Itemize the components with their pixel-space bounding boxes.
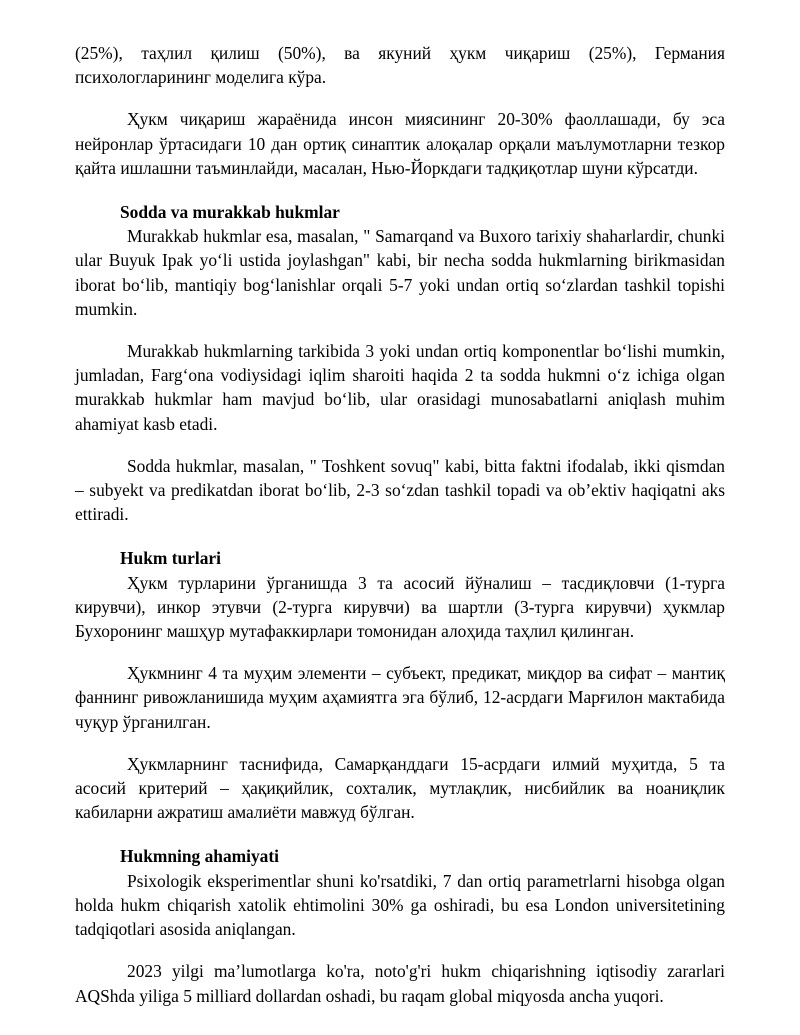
document-page (75, 41, 725, 1026)
section-sodda-va-murakkab (75, 200, 725, 526)
section-heading: Hukm turlari (120, 548, 221, 569)
paragraph: Psixologik eksperimentlar shuni ko'rsatdiki, 7 dan ortiq parametrlarni hisobga olgan holda hukm chiqarish xatolik ehtimolini 30% ga oshiradi, bu esa London universitetining tadqiqotlari asosida aniqlangan. (75, 870, 725, 940)
section-heading: Sodda va murakkab hukmlar (120, 202, 340, 223)
paragraph: Ҳукмларнинг таснифида, Самарқанддаги 15-асрдаги илмий муҳитда, 5 та асосий критерий – ҳақиқийлик, сохталик, мутлақлик, нисбийлик ва ноаниқлик кабиларни ажратиш амалиёти мавжуд бўлган. (75, 753, 725, 823)
section-heading: Hukmning ahamiyati (120, 846, 279, 867)
paragraph: Murakkab hukmlar esa, masalan, " Samarqand va Buxoro tarixiy shaharlardir, chunki ular Buyuk Ipak yo‘li ustida joylashgan" kabi, bir necha sodda hukmlarning birikmasidan iborat bo‘lib, mantiqiy bog‘lanishlar orqali 5-7 yoki undan ortiq so‘zlardan tashkil topishi mumkin. (75, 226, 725, 319)
paragraph: Sodda hukmlar, masalan, " Toshkent sovuq" kabi, bitta faktni ifodalab, ikki qismdan – subyekt va predikatdan iborat bo‘lib, 2-3 so‘zdan tashkil topadi va ob’ektiv haqiqatni aks ettiradi. (75, 455, 725, 525)
section-hukmning-ahamiyati (75, 844, 725, 1007)
paragraph-intro-2: Ҳукм чиқариш жараёнида инсон миясининг 20-30% фаоллашади, бу эса нейронлар ўртасидаги 10 дан ортиқ синаптик алоқалар орқали маълумотларни тезкор қайта ишлашни таъминлайди, масалан, Нью-Йоркдаги тадқиқотлар шуни кўрсатди. (75, 109, 725, 178)
paragraph: Ҳукм турларини ўрганишда 3 та асосий йўналиш – тасдиқловчи (1-турга кирувчи), инкор этувчи (2-турга кирувчи) ва шартли (3-турга кирувчи) ҳукмлар Бухоронинг машҳур мутафаккирлари томонидан алоҳида таҳлил қилинган. (75, 572, 725, 642)
section-hukm-turlari (75, 546, 725, 824)
paragraph-intro-1: (25%), таҳлил қилиш (50%), ва якуний ҳукм чиқариш (25%), Германия психологларининг моделига кўра. (75, 43, 725, 88)
paragraph: Murakkab hukmlarning tarkibida 3 yoki undan ortiq komponentlar bo‘lishi mumkin, jumladan, Farg‘ona vodiysidagi iqlim sharoiti haqida 2 ta sodda hukmni o‘z ichiga olgan murakkab hukmlar ham mavjud bo‘lib, ular orasidagi munosabatlarni aniqlash muhim ahamiyat kasb etadi. (75, 341, 725, 434)
paragraph: 2023 yilgi ma’lumotlarga ko'ra, noto'g'ri hukm chiqarishning iqtisodiy zararlari AQShda yiliga 5 milliard dollardan oshadi, bu raqam global miqyosda ancha yuqori. (75, 961, 725, 1006)
paragraph: Ҳукмнинг 4 та муҳим элементи – субъект, предикат, миқдор ва сифат – мантиқ фаннинг ривожланишида муҳим аҳамиятга эга бўлиб, 12-асрдаги Марғилон мактабида чуқур ўрганилган. (75, 663, 725, 732)
